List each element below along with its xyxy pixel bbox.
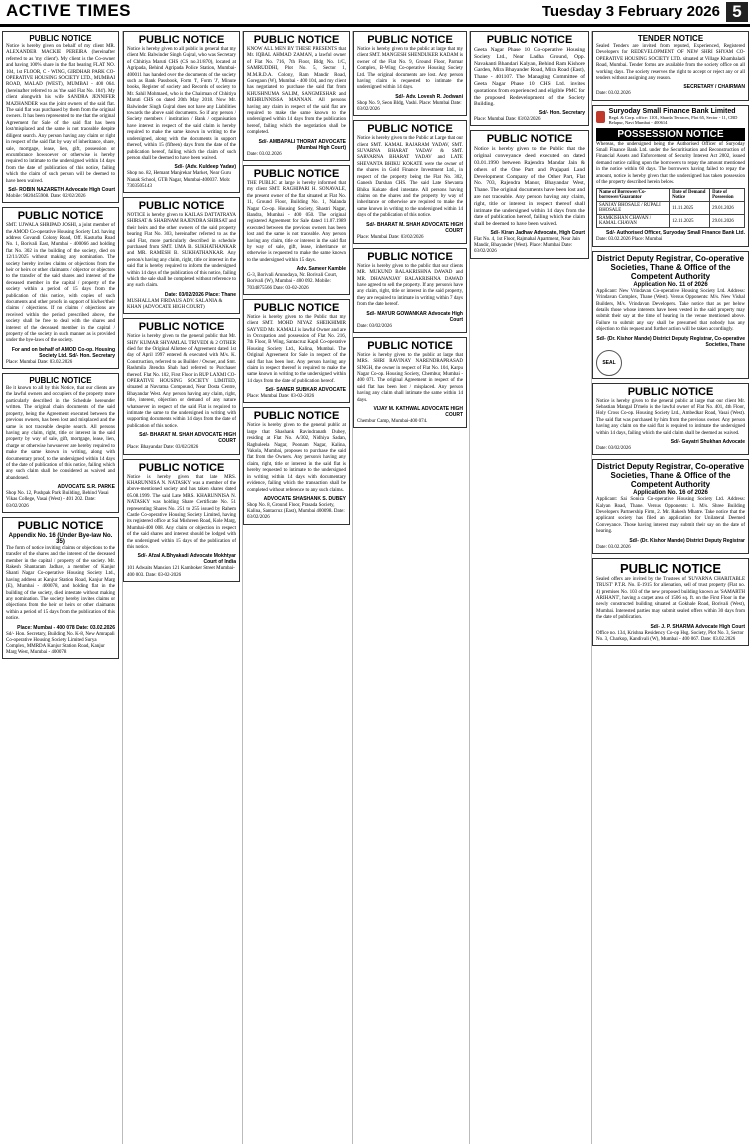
notice-body: Geeta Nagar Phase 10 Co-operative Housing Society Ltd., Near Ladha Ground, Opp. Navakanti Bhandari Kalyan, Behind Ram Kishore Garden, Mira Bhayander Road, Mira Road (East), Thane - 401107. The Managing Committee of Geeta Nagar Phase 10 CHS Ltd. invites quotations from experienced and eligible PMC for the proposed Redevelopment of the Society Building. (474, 47, 585, 108)
notice-body: Notice is hereby given to the Public that my client SMT. MOHD NIYAZ SHEIKHIMIR SAYYED Mr. KAMALI is lawful Owner and are in Occupation and possession of Flat No. 216, 7th Floor, B Wing, Santacruz Kapil Co-operative Housing Society Ltd., Kalina, Mumbai. The Original Agreement for Sale in respect of the said flat has been lost. Any person having any claim in respect thereof is required to make the same known in writing to the undersigned within 14 days from the date of publication hereof. (247, 314, 346, 384)
notice-address: Mobile: 9820455908. Date: 02/02/2026 (6, 193, 86, 199)
notice-body: The form of notice inviting claims or objections to the transfer of the shares and the interest of the deceased member in the capital / property of the society. Mr. Rakesh Shantaram Jadhav, a member of Kanjur Shanti Nagar Co-operative Housing Society Ltd., having address at Kanjur Station Road, Kanjur Marg (E), Mumbai - 400078, and holding flat in the building of the society, died intestate without making any nomination. The society hereby invites claims or objections from the heir or heirs or other claimants within a period of 15 days from the publication of this notice. (6, 545, 115, 622)
notice-4-2 (353, 120, 467, 243)
trust-sale-notice (592, 558, 749, 646)
notice-heading: Application No. 11 of 2026 (633, 281, 708, 288)
notice-title: PUBLIC NOTICE (486, 34, 573, 46)
notice-signature: Sd/- BHARAT M. SHAH ADVOCATE HIGH COURT (139, 432, 236, 445)
column-3 (242, 31, 350, 1144)
notice-title: PUBLIC NOTICE (138, 461, 225, 474)
notice-3-4 (243, 407, 350, 524)
table-row (597, 202, 745, 215)
table-cell: RAMKISHAN CHAVAN / KAMAL CHAVAN (597, 215, 670, 228)
notice-address: Shop No. 12, Pushpak Park Building, Behind Vasai Vikas College, Vasai (West) - 401 202. Date: 03/02/2026 (6, 491, 109, 509)
notice-title: PUBLIC NOTICE (367, 34, 453, 46)
bank-address: Regd. & Corp. office: 1101, Sharda Terraces, Plot 65, Sector - 11, CBD Belapur, Navi Mumbai - 400614 (608, 114, 738, 126)
notice-4-4 (353, 337, 467, 428)
bank-name: Suryoday Small Finance Bank Limited (608, 107, 736, 115)
notice-signature: Sd/- Afzal A.Bhyakadi Advocate Mokhtyar Court of India (137, 553, 236, 566)
notice-address: MUSHALLAM FIRDAUS ADV. SALANIA & KHAN (ADVOCATE HIGH COURT) (127, 298, 223, 310)
notice-signature: Sd/- Hon. Secretary (538, 110, 585, 117)
notice-address: Sd/- Hon. Secretary, Building No. K-8, New Amrapali Co-operative Housing Society Limited Surya Complex, MMRDA Kanjur Station Road, Kanjur Marg West, Mumbai - 400078 (6, 631, 115, 656)
notice-address: Shop No. 9, Seon Bldg, Vashi. Place: Mumbai Date: 03/02/2026 (357, 100, 462, 113)
notice-signature: For and on behalf of AMOD Co-op. Housing Society Ltd. Sd/- Hon. Secretary (11, 346, 115, 359)
notice-2-4 (123, 459, 240, 582)
newspaper-name: ACTIVE TIMES (6, 1, 132, 20)
notice-signature: Sd/- (Dr. Kishor Mande) District Deputy Registrar, Co-operative Societies, Thane (596, 335, 745, 348)
notice-2-2 (123, 197, 240, 314)
bank-possession-notice (592, 105, 749, 247)
notice-body: Notice is hereby given to the Public that the original conveyance deed executed on dated 03.01.1990 between Rajendra Mandar Jain & others of the One Part and Prajapati Land Development Company of the Other Part, Flat No. 703, Rajendra Manor, Bhayandar West, Thane. The original documents have been lost and are not traceable. Any person having any claim, right, title or interest in respect thereof shall intimate the undersigned within 14 days from the date of publication hereof, failing which the claim shall be deemed to have been waived. (474, 146, 585, 228)
notice-address: Place: Mumbai Date: 03.02.2026 (6, 359, 73, 365)
notice-5-1 (470, 31, 589, 126)
notice-signature: Sd/- Gayatri Shukhan Advocate (670, 438, 745, 445)
notice-1-4 (2, 517, 119, 660)
notice-signature: Sd/- (Adv. Kuldeep Yadav) (174, 164, 236, 171)
notice-address: Flat No. 4, 1st Floor, Rajmahal Apartment, Near Jain Mandir, Bhayander (West). Place: Mumbai Date: 03/02/2026 (474, 236, 580, 255)
notice-address: Place: Bhayandar Date: 03/02/2026 (127, 445, 199, 451)
masthead (0, 0, 750, 24)
masthead-rule (0, 24, 750, 27)
notice-body: Be it known to all by this Notice, that our clients are the lawful owners and occupiers of the property more particularly described in the Schedule hereunder written. The original chain documents of the said property, being the Agreement executed between the previous owners, has been lost and misplaced and the same is not traceable despite search. All persons having any claim, right, title or interest in the said property by way of sale, gift, mortgage, lease, lien, charge or otherwise howsoever are hereby required to make the same known in writing, along with documentary proof, to the undersigned within 14 days of the date of publication of this notice, failing which any such claim shall be considered as waived and abandoned. (6, 386, 115, 481)
notice-address: Shop no. 82, Hemant Manjrekar Market, Near Guru Nanak School, GTB Nagar, Mumbai-400037. Mob: 7303505143 (127, 171, 231, 189)
notice-signature: Sd/- Adv. Lovesh R. Jodwani (395, 93, 463, 100)
column-5 (469, 31, 589, 1144)
notice-body: Applicant: Sai Sonica Co-operative Housing Society Ltd. Address: Kalyan Road, Thane. Versus Opponents: 1. M/s. Shree Building Developers Partnership Firm, 2. Mr. Rakesh Mhatre. Take notice that the applicant society has filed an application for Unilateral Deemed Conveyance. Those having interest may submit their say on the date of hearing. (596, 497, 745, 535)
notice-title: PUBLIC NOTICE (367, 250, 453, 263)
column-1 (2, 31, 119, 1144)
notice-body: Notice is hereby given to the public at large that my client SMT. MANGESH SHENDUKER KADAM is owner of the Flat No. 9, Ground Floor, Parmar Complex, B-Wing Co-operative Housing Society Ltd. The original documents are lost. Any person having claim is requested to intimate the undersigned within 14 days. (357, 47, 463, 91)
column-4 (352, 31, 467, 1144)
notice-address: Place: Mumbai Date: 03/02/2026 (474, 117, 541, 123)
notice-address: G-3, Borivali Arunodaya, Nr. Borivali Court, Borivali (W), Mumbai - 400 092. Mobile: 7034875566 Date: 03-02-2026 (247, 273, 338, 291)
notice-2-1 (123, 31, 240, 193)
notice-title: PUBLIC NOTICE (253, 301, 340, 314)
notice-6-4 (592, 383, 749, 456)
notice-signature: Adv. Sameer Kamble (296, 266, 346, 273)
notice-body: Notice is hereby given on behalf of my client MR. ALEXANDER MACKIE PEREIRA (hereinafter referred to as 'my client'). My client is the Co-owner and having 100% share in the flat bearing FLAT NO. 104, 1st FLOOR, C - WING, GIRDHAR PARK CO-OPERATIVE HOUSING SOCIETY LTD., MUMBAI ROAD, MALAD (WEST), MUMBAI - 400 064. (hereinafter referred to as 'the said Flat No. 104'). My client alongwith his wife SANDRA JENNIFER MAZHANDER was the joint owners of the said flat. The said flat was purchased by them from the original owners. It has been represented to me that the original Agreement for Sale of the said flat has been lost/misplaced and the same is not traceable despite diligent search. Any person having any claim or right in respect of the said flat by way of inheritance, share, sale, mortgage, lease, lien, gift, possession or encumbrance howsoever or otherwise is hereby required to intimate to the undersigned within 14 days from the date of publication of this notice, failing which the claim of such person will be deemed to have been waived. (6, 44, 115, 184)
notice-signature: VIJAY M. KATHWAL ADVOCATE HIGH COURT (373, 406, 463, 419)
notice-title: PUBLIC NOTICE (138, 199, 225, 212)
notice-title: PUBLIC NOTICE (29, 376, 92, 386)
notice-address: Date: 03.02.2026 (596, 544, 631, 550)
notice-heading: Application No. 16 of 2026 (633, 490, 708, 497)
notice-signature: SECRETARY / CHAIRMAN (683, 84, 745, 91)
notice-body: Notice is hereby given to the public at large that MRS. SHRI RAVINAY NARENDRAPRASAD SINGH, the owner in respect of Flat No. 104, Karpu Nagar Co-op. Housing Society, Chembur, Mumbai - 400 071. The original Agreement in respect of the said flat has been lost / misplaced. Any person having any claim shall intimate the same within 14 days. (357, 352, 463, 403)
registrar-notice-2 (592, 459, 749, 554)
table-header: Name of Borrower/Co-borrower/Guarantor (597, 189, 670, 202)
notice-body: SMT. UJWALA SHRIPAD JOSHI, a joint member of the AMOD Co-operative Housing Society Ltd. having address Govandi Colony Road, Off. Kasturba Road No. 1, Borivali East, Mumbai - 400066 and holding flat No. 302 in the building of the society, died on 12/11/2025 without making any nomination. The society hereby invites claims or objections from the heir or heirs or other claimants / objector or objectors to the transfer of the said shares and interest of the deceased member in the capital / property of the society within a period of 15 days from the publication of this notice, with copies of such documents and other proofs in support of his/her/their claims / objections. If no claims / objections are received within the period prescribed above, the society shall be free to deal with the shares and interest of the deceased member in the capital / property of the society in such manner as is provided under the bye-laws of the society. (6, 223, 115, 344)
notice-title: PUBLIC NOTICE (29, 34, 92, 43)
notice-1-1 (2, 31, 119, 203)
notice-body: Notice is hereby given to the public that our clients MR. MUKUND BALAKRISHNA DAWAD and MR. DHANANJAY BALAKRISHNA DAWAD have agreed to sell the property. If any person/s have any claim, right, title or interest in the said property, they are required to intimate in writing within 7 days from the date hereof. (357, 263, 463, 308)
notice-address: Date: 03.02.2026 (247, 151, 282, 157)
notice-body: Notice is hereby given that late MRS. KHARUNNISA N. NATASKY was a member of the above-mentioned society and has taken shares dated 05.08.1999. The said Late MRS. KHARUNNISA N. NATASKY was holding Share Certificate No. 51 representing Shares No. 251 to 255 issued by Rahem Castle Co-operative Housing Society Limited, having its registered office at Sai Mishreen Road, Kole Marg, Mumbai-400 008. Any claim or objection in respect of the said shares and interest should be lodged with the undersigned within 15 days of the publication of this notice. (127, 474, 236, 550)
notice-title: PUBLIC NOTICE (253, 34, 340, 46)
notice-address: Date: 03/02/2026 (357, 323, 392, 329)
notice-title: TENDER NOTICE (637, 34, 704, 43)
notice-title: PUBLIC NOTICE (367, 339, 453, 352)
bank-header (596, 108, 745, 126)
notice-signature: ADVOCATE S.R. PARKE (57, 484, 115, 491)
notice-title: POSSESSION NOTICE (596, 128, 745, 141)
notice-body: Notice is hereby given to the Public at Large that our client SMT. KAMAL RAJARAM YADAV, SMT. SUVARNA BHARAT YADAV & SMT. SARVARNA BHARAT YADAV and LATE SHEVANTA BHIKU KOKATE were the owner of the shares in Gold Finance Investment Ltd., in respect of the property being the Flat No. 302, Ganesh Darshan CHS. The said Late Shevanta Bhiku Kokate died intestate. All persons having claims on the shares and the property by way of inheritance or otherwise are required to make the same known in writing to the undersigned within 14 days of the publication of this notice. (357, 136, 463, 219)
notice-2-3 (123, 318, 240, 454)
notice-heading: Appendix No. 16 (Under Bye-law No. 35) (8, 532, 113, 545)
notice-address: Date: 03.02.2026 (596, 91, 631, 97)
column-2 (122, 31, 240, 1144)
notice-body: Notice is hereby given to the general public at large that Shashank Ravindranath Dubey, residing at Flat No. A/302, Nidhiya Sadan, Raghuleela Nagar, Poonam Nagar, Kalina, Vakola, Mumbai, proposes to purchase the said flat from the Owners. Any person/s having any claim, right, title or interest in the said flat is hereby requested to intimate to the undersigned in writing within 14 days with documentary evidence, failing which the transaction shall be completed without reference to any such claims. (247, 423, 346, 493)
office-seal: SEAL (596, 350, 622, 376)
notice-4-1 (353, 31, 467, 116)
notice-signature: Sd/- (Dr. Kishor Mande) District Deputy Registrar (629, 537, 745, 544)
notice-signature: Sd/- Authorised Officer, Suryoday Small Finance Bank Ltd. (605, 230, 745, 237)
notice-body: Applicant: New Vrindavan Co-operative Housing Society Ltd. Address: Vrindavan Complex, Thane (West). Versus Opponents: M/s. New Vishal Builders, M/s. Vrindavan Developers. Take notice that as per below details those whose interests have been vested in the said property may submit their say at the time of hearing in the venue mentioned above. Failure to submit any say shall be presumed that nobody has any objection to this request and further action will be taken accordingly. (596, 288, 745, 333)
notice-body: NOTICE is hereby given to KAILAS DATTATRAYA SHIRSAT & SHABNAM RAJENDRA SHIRSAT and their heirs and the other owners of the said property bearing Flat No. 303, hereinafter referred to as the said Flat, more particularly described in schedule purchased from SMT. UMA B. SUKHATHANKAR and MR. RAMESH B. SUKHATHANKAR. Any person/s having any claim, right, title or interest in the said flat is hereby required to inform the undersigned within 14 days of the publication of this notice, failing which the sale shall be completed without reference to any such claim. (127, 212, 236, 289)
table-header: Date of Demand Notice (670, 189, 710, 202)
notice-title: District Deputy Registrar, Co-operative Societies, Thane & Office of the Competent Authority (596, 253, 745, 281)
registrar-notice-1 (592, 251, 749, 379)
bank-logo-icon (596, 111, 605, 123)
notice-signature: Date: 03/02/2026 Place: Thane (164, 291, 236, 298)
notice-title: PUBLIC NOTICE (486, 133, 573, 146)
notice-address: Chembur Camp, Mumbai-400 074. (357, 419, 428, 425)
notice-title: PUBLIC NOTICE (138, 34, 225, 46)
notice-signature: Sd/- ROBIN NAZARETH Advocate High Court (8, 186, 115, 193)
notice-body: Notice is hereby given to the general public at large that our client Mr. Sebastian Mangal D'melo is the lawful owner of Flat No. 401, 4th Floor, Holy Cross Co-op. Housing Society Ltd., Ambedkar Road, Vasai (West). The said flat was purchased by him from the previous owner. Any person having any claim on the said flat is required to intimate the undersigned within 14 days, failing which the said claim shall be deemed as waived. (596, 398, 745, 436)
notice-body: Sealed Tenders are invited from reputed, Experienced, Registered Developers for REDEVELOPMENT OF NEW SHRI SHYAM CO-OPERATIVE HOUSING SOCIETY LTD. situated at Village Khambaladi Road, Mumbai. Tender forms are available from the society office on all working days. The society reserves the right to accept or reject any or all tenders without assigning any reason. (596, 44, 745, 82)
notice-title: PUBLIC NOTICE (627, 385, 714, 398)
notice-4-3 (353, 248, 467, 333)
notice-signature: Sd/- SAMER SUBKAR ADVOCATE (265, 387, 346, 394)
notice-signature: Place: Mumbai - 400 078 Date: 03.02.2026 (17, 624, 115, 631)
notice-1-3 (2, 373, 119, 513)
table-header-row (597, 189, 745, 202)
table-cell: 29.01.2026 (710, 202, 745, 215)
notice-1-2 (2, 207, 119, 369)
notice-signature: Sd/- J. P. SHARMA Advocate High Court (650, 623, 745, 630)
notice-signature: Sd/- AMBAPALI THORAT ADVOCATE (Mumbai High Court) (258, 138, 346, 151)
notice-body: KNOW ALL MEN BY THESE PRESENTS that Mr. IQBAL AHMAD ZAMAN, a lawful owner of Flat No. 716, 7th Floor, Bldg No. 1/C, SAMRUDDHI, Plot No. 5, Sector 1, M.M.R.D.A. Colony, Ram Mandir Road, Goregaon (W), Mumbai - 400 104, and my client has negotiated to purchase the said flat from KHUSHNUMA SALIM, SANGMESHAR and MEHRUNNISSA MANNAN. All persons having any claim in respect of the said flat are required to make the same known to the undersigned within 14 days from the publication hereof, failing which the negotiation shall be completed. (247, 47, 346, 136)
notice-3-2 (243, 165, 350, 295)
notice-signature: Sd/- MAYUR GOWANKAR Advocate High Court (366, 310, 463, 323)
notice-title: PUBLIC NOTICE (17, 210, 104, 223)
notice-body: Notice is hereby given to all public in general that my client Mr. Balwinder Singh Gujral, who was Secretary of Chhitiya Maruti CHS (CS no.31/870), located at Agripada, Behind Agripada Police Station, Mumbai-400011 has handed over the documents of the society such as Bank Passbook, Form 'I', Form 'J', Minute books, Register of society and Records of society to Mr. Sahil Mohmaed, who is the Chairman of Chhitiya Maruti CHS on dated 20th May 2018. Now Mr. Balwinder Singh Gujral does not have any Liabilities towards the above said documents. So if any person / Society members / institution / Bank / organisation have interest in respect of the said claim is hereby required to make the same known in writing to the undersigned, along with the documents in support thereof, within 15 (fifteen) days from the date of the publication hereof, failing which the claim of such person shall be deemed to have been waived. (127, 47, 236, 161)
notice-title: PUBLIC NOTICE (138, 321, 225, 334)
table-cell: SANJAY BHOSALE / RUPALI BHOSALE (597, 202, 670, 215)
table-cell: 12.11.2025 (670, 215, 710, 228)
notice-title: PUBLIC NOTICE (367, 123, 453, 136)
notice-title: PUBLIC NOTICE (253, 410, 340, 423)
notice-address: Office no. 134, Krishna Residency Co-op Hsg. Society, Plot No. 3, Sector No. 3, Charkop, Kandivali (W), Mumbai - 400 067. Date: 03.02.2026 (596, 630, 744, 642)
notice-3-1 (243, 31, 350, 161)
notice-address: Date: 03.02.2026 Place: Mumbai (596, 237, 663, 243)
notice-title: PUBLIC NOTICE (17, 519, 104, 532)
notice-body: THE PUBLIC at large is hereby informed that my client SMT. RAGHIPARI H. SONAVALE, the present owner of the flat situated at Flat No. 11, Ground Floor, Building No. 1, Nalanda Nagar Co-op. Housing Society, Shastri Nagar, Bandra, Mumbai - 400 050. The original registered Agreement for Sale dated 11.07.1989 executed between the previous owners has been lost and the same is not traceable. Any person having any claim, title or interest in the said flat by way of sale, gift, lease, inheritance or otherwise is requested to make the same known to the undersigned within 15 days. (247, 180, 346, 263)
issue-date: Tuesday 3 February 2026 (541, 3, 720, 20)
notice-address: 101 Adwaits Mansion 121 Kamboker Street Mumbai-400 003. Date: 03-02-2026 (127, 566, 235, 578)
notice-title: PUBLIC NOTICE (253, 167, 340, 180)
table-cell: 11.11.2025 (670, 202, 710, 215)
notice-title: District Deputy Registrar, Co-operative Societies, Thane & Office of the Competent Authority (596, 462, 745, 490)
notice-address: Shop No. 8, Ground Floor, Prasada Society, Kalina, Santacruz (East), Mumbai 400098. Date: 03/02/2026 (247, 502, 345, 521)
notice-3-3 (243, 299, 350, 404)
notice-body: Sealed offers are invited by the Trustees of 'SUVARNA CHARITABLE TRUST' P.T.R. No. E-1915 for alienation, sell of trust property (Flat no. 4) premises No. 103 of the new proposed building known as 'SAMARTH ARIHANT', having a carpet area of 1506 sq. ft. on the First Floor in the newly constructed building situated at Gokhale Road, Borivali (West), Mumbai. Interested parties may submit sealed offers within 30 days from the date of publication. (596, 576, 745, 621)
table-row (597, 215, 745, 228)
notice-address: Date: 03/02/2026 (596, 445, 631, 451)
table-header: Date of Possession (710, 189, 745, 202)
notice-address: Place: Mumbai Date: 03/02/2026 (357, 234, 424, 240)
notice-address: Place: Mumbai Date: 03-02-2026 (247, 394, 315, 400)
notice-signature: Sd/- BHARAT M. SHAH ADVOCATE HIGH COURT (366, 221, 463, 234)
page-number: 5 (726, 2, 748, 22)
notice-signature: ADVOCATE SHASHANK S. DUBEY (263, 495, 346, 502)
tender-notice (592, 31, 749, 101)
notice-body: Notice is hereby given to the general public that Mr. SHIV KUMAR SHYAMLAL TRIVEDI & 2 OTHER died for the Original Allottee of Agreement dated 1st day of April 1997 entered & executed with M/s. K. Construction, referred to as Builder / Owner, and Smt. Rashmila Jitendra Shah had referred to Purchaser thereof. Flat No. 102, First Floor in RUP LAXMI CO-OPERATIVE HOUSING SOCIETY LIMITED, situated at Navratna Compound, Near Dosta Centre, Bhayandar West. Any person having any claim, right, title, interest, objection or demand of any nature whatsoever in respect of the said Flat is required to intimate the same to the undersigned in writing with supporting documents within 14 days from the date of publication of this notice. (127, 334, 236, 429)
notice-signature: Sd/- Kiran Jadhav Advocate, High Court (490, 229, 585, 236)
notice-title: PUBLIC NOTICE (619, 560, 722, 576)
notice-body: Whereas, the undersigned being the Authorised Officer of Suryoday Small Finance Bank Ltd. under the Securitisation and Reconstruction of Financial Assets and Enforcement of Security Interest Act 2002, issued demand notice calling upon the borrowers to repay the amount mentioned in the notice within 60 days. The borrowers having failed to repay the amount, notice is hereby given that the undersigned has taken possession of the property described herein below. (596, 141, 745, 186)
table-cell: 29.01.2026 (710, 215, 745, 228)
notice-5-2 (470, 130, 589, 258)
possession-table (596, 188, 745, 228)
column-6 (591, 31, 749, 1144)
